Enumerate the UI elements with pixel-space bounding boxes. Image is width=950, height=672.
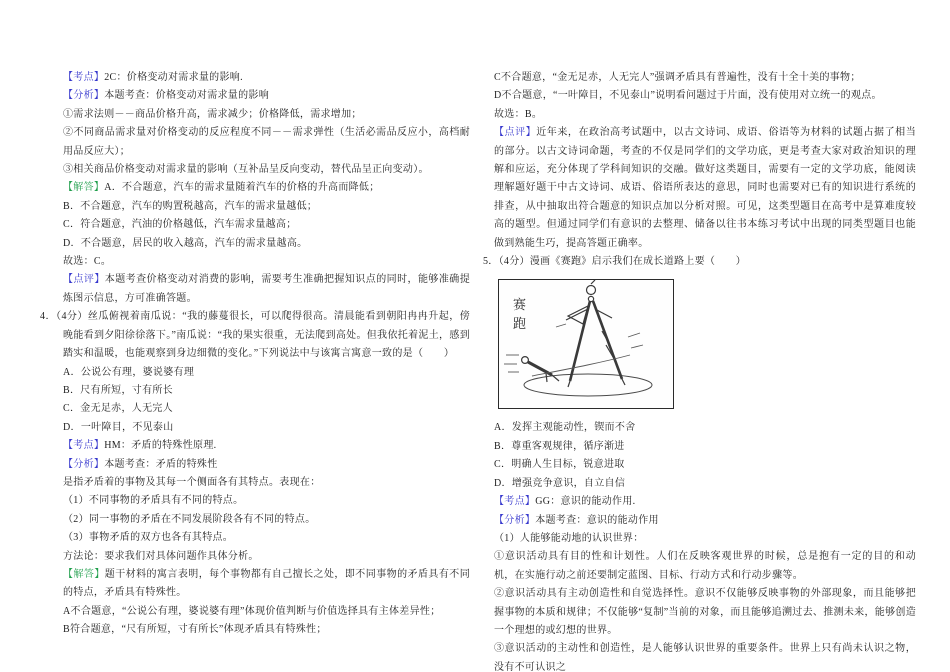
paragraph-text: A．不合题意，汽车的需求量随着汽车的价格的升高而降低； [104, 182, 380, 194]
paragraph-text: 题干材料的寓言表明，每个事物都有自己擅长之处，即不同事物的矛盾具有不同的特点，矛盾具有特殊性。 [63, 568, 471, 599]
jieda-tag: 【解答】 [63, 568, 105, 580]
kaodian-tag: 【考点】 [63, 72, 105, 83]
analysis-point-3: ③相关商品价格变动对需求量的影响（互补品呈反向变动，替代品呈正向变动）。 [63, 164, 429, 176]
fenxi-line-q3 [63, 87, 470, 105]
jieda-line-q3 [63, 179, 470, 197]
q4-analysis-intro: 是指矛盾着的事物及其每一个侧面各有其特点。表现在： [63, 476, 321, 488]
fenxi-line-q5 [494, 512, 916, 530]
fenxi-tag: 【分析】 [63, 90, 105, 102]
kaodian-line-q5 [494, 493, 916, 511]
q5-analysis-2: ②意识活动具有主动创造性和自觉选择性。意识不仅能够反映事物的外部现象，而且能够把握事物的本质和规律；不仅能够“复制”当前的对象，而且能够追溯过去、推测未来，能够创造一个理想的或幻想的世界。 [494, 588, 916, 636]
q5-analysis-intro: （1）人能够能动地的认识世界： [494, 532, 644, 544]
q4-option-a: A．公说公有理，婆说婆有理 [63, 366, 195, 378]
paragraph-text: 本题考查：价格变动对需求量的影响 [104, 90, 270, 102]
q3-answer-line: 故选：C。 [63, 256, 112, 268]
q3-judge-b: B．不合题意，汽车的购置税越高，汽车的需求量越低； [63, 200, 318, 212]
q4-judge-c: C不合题意，“金无足赤，人无完人”强调矛盾具有普遍性，没有十全十美的事物； [494, 72, 861, 83]
q4-option-c: C．金无足赤，人无完人 [63, 403, 173, 415]
fenxi-tag: 【分析】 [63, 458, 105, 470]
q4-analysis-2: （2）同一事物的矛盾在不同发展阶段各有不同的特点。 [63, 513, 316, 525]
jieda-tag: 【解答】 [63, 182, 105, 194]
left-column [40, 69, 471, 640]
paragraph-text: 近年来，在政治高考试题中，以古文诗词、成语、俗语等为材料的试题占据了相当的部分。以古文诗词命题，考查的不仅是同学们的文学功底，更是考查大家对政治知识的理解和应运，充分体现了学科间知识的交融。做好这类题目，需要有一定的文学功底，能阅读理解题好题干中古文诗词、成语、俗语所表达的意思，同时也需要对已有的知识进行系统的排查，从中抽取出符合题意的知识点加以分析对照。可见，这类型题目在高考中是算难度较高的题型。但通过同学们有意识的去整理、储备以往书本练习考试中出现的同类型题目也能做到熟能生巧，提高答题正确率。 [494, 127, 916, 249]
fenxi-tag: 【分析】 [494, 514, 536, 526]
paragraph-text: 2C：价格变动对需求量的影响. [104, 72, 243, 83]
dianping-line-q3 [63, 271, 470, 308]
q4-analysis-1: （1）不同事物的矛盾具有不同的特点。 [63, 495, 244, 507]
kaodian-line-q4 [63, 437, 470, 455]
q3-judge-d: D．不合题意，居民的收入越高，汽车的需求量越高。 [63, 237, 308, 249]
paragraph-text: 本题考查：矛盾的特殊性 [104, 458, 218, 470]
q5-option-a: A．发挥主观能动性，锲而不舍 [494, 422, 636, 434]
q4-judge-b: B符合题意，“尺有所短，寸有所长”体现矛盾具有特殊性； [63, 624, 327, 636]
dianping-line-q4 [494, 124, 916, 253]
q5-option-c: C．明确人生目标，锐意进取 [494, 459, 625, 471]
dianping-tag: 【点评】 [63, 274, 105, 286]
q4-analysis-3: （3）事物矛盾的双方也各有其特点。 [63, 532, 234, 544]
paragraph-text: 本题考查：意识的能动作用 [535, 514, 659, 526]
fenxi-line-q4 [63, 456, 470, 474]
dianping-tag: 【点评】 [494, 127, 537, 139]
jieda-line-q4 [63, 566, 470, 603]
right-column [483, 69, 916, 672]
analysis-point-1: ①需求法则－－商品价格升高，需求减少；价格降低，需求增加； [63, 108, 362, 120]
cartoon-title-char-top: 赛 [513, 297, 527, 313]
paragraph-text: HM：矛盾的特殊性原理. [104, 440, 217, 452]
analysis-point-2: ②不同商品需求量对价格变动的反应程度不同－－需求弹性（生活必需品反应小，高档耐用品反应大）； [63, 127, 470, 157]
paragraph-text: 本题考查价格变动对消费的影响，需要考生准确把握知识点的同时，能够准确提炼图示信息，方可准确答题。 [63, 274, 471, 304]
kaodian-tag: 【考点】 [63, 440, 105, 452]
cartoon-title-char-bottom: 跑 [513, 316, 527, 332]
q5-option-b: B．尊重客观规律，循序渐进 [494, 440, 625, 452]
cartoon-saipao-image [498, 279, 674, 409]
q4-judge-a: A不合题意，“公说公有理，婆说婆有理”体现价值判断与价值选择具有主体差异性； [63, 605, 441, 617]
kaodian-line-q3 [63, 69, 470, 87]
question-5: 5．（4分）漫画《赛跑》启示我们在成长道路上要（ ） [483, 256, 747, 268]
q5-option-d: D．增强竞争意识，自立自信 [494, 477, 626, 489]
q4-answer-line: 故选：B。 [494, 108, 543, 120]
q5-analysis-3: ③意识活动的主动性和创造性，是人能够认识世界的重要条件。世界上只有尚未认识之物，没有不可认识之 [494, 643, 916, 672]
q4-methodology: 方法论：要求我们对具体问题作具体分析。 [63, 550, 259, 562]
q5-analysis-1: ①意识活动具有目的性和计划性。人们在反映客观世界的时候，总是抱有一定的目的和动机，在实施行动之前还要制定蓝图、目标、行动方式和行动步骤等。 [494, 551, 916, 581]
kaodian-tag: 【考点】 [494, 496, 536, 508]
question-4: 4．（4分）丝瓜俯视着南瓜说：“我的藤蔓很长，可以爬得很高。清晨能看到朝阳冉冉升起，傍晚能看到夕阳徐徐落下。”南瓜说：“我的果实很重，无法爬到高处。但我依托着泥土，感到踏实和温暖，也能观察到身边细微的变化。”下列说法中与该寓言寓意一致的是（ ） [40, 311, 470, 360]
q3-judge-c: C．符合题意，汽油的价格越低，汽车需求量越高； [63, 219, 297, 231]
q4-option-d: D．一叶障目，不见泰山 [63, 421, 174, 433]
q4-option-b: B．尺有所短，寸有所长 [63, 384, 173, 396]
q4-judge-d: D不合题意，“一叶障目，不见泰山”说明看问题过于片面，没有使用对立统一的观点。 [494, 90, 882, 102]
paragraph-text: GG：意识的能动作用. [535, 496, 636, 508]
